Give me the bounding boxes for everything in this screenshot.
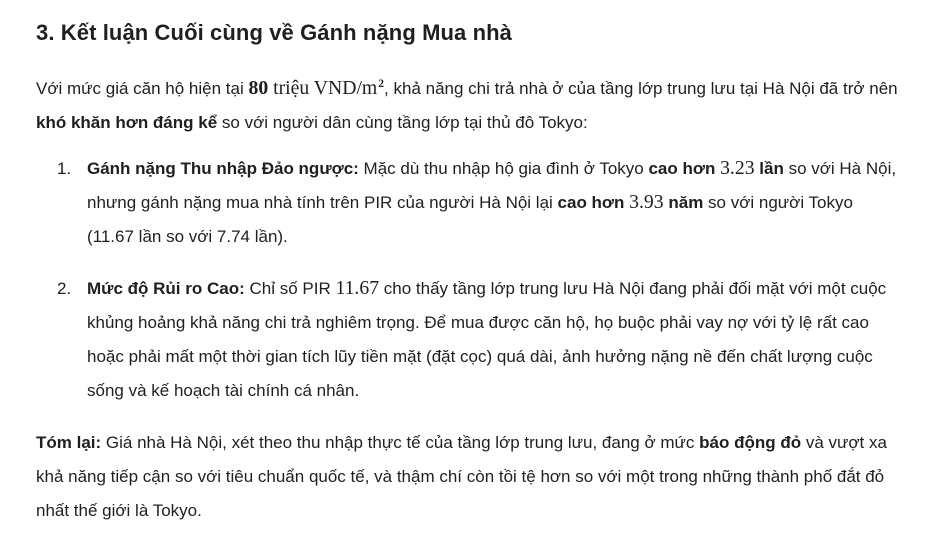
text-run: , khả năng chi trả nhà ở của tầng lớp trung lưu tại Hà Nội đã trở nên xyxy=(384,79,898,98)
summary-paragraph xyxy=(36,426,903,528)
list-item-2-text xyxy=(87,272,903,408)
list-item-1 xyxy=(36,152,903,254)
math-text-run: 2 xyxy=(378,76,385,90)
conclusion-list xyxy=(36,152,903,408)
list-item-1-number: 1. xyxy=(57,159,72,178)
text-run: và vượt xa khả năng tiếp cận so với tiêu chuẩn quốc tế, và thậm chí còn tồi tệ hơn so với một trong những thành phố đắt đỏ nhất thế giới là Tokyo. xyxy=(36,433,887,520)
text-run: cho thấy tầng lớp trung lưu Hà Nội đang phải đối mặt với một cuộc khủng hoảng khả năng chi trả nghiêm trọng. Để mua được căn hộ, họ buộc phải vay nợ với tỷ lệ rất cao hoặc phải mất một thời gian tích lũy tiền mặt (đặt cọc) quá dài, ảnh hưởng nặng nề đến chất lượng cuộc sống và kế hoạch tài chính cá nhân. xyxy=(87,279,887,400)
math-text-run: 3.93 xyxy=(629,191,664,213)
text-run: cao hơn xyxy=(557,193,625,212)
list-item-1-text xyxy=(87,152,903,254)
math-text-run: 11.67 xyxy=(335,277,380,299)
intro-paragraph xyxy=(36,72,903,140)
text-run: so với Hà Nội, nhưng gánh nặng mua nhà tính trên PIR của người Hà Nội lại xyxy=(87,159,897,212)
text-run: cao hơn xyxy=(648,159,716,178)
math-text-run: 80 xyxy=(248,77,269,99)
text-run: Tóm lại: xyxy=(36,433,102,452)
text-run: năm xyxy=(668,193,704,212)
text-run: báo động đỏ xyxy=(699,433,802,452)
text-run: Gánh nặng Thu nhập Đảo ngược: xyxy=(87,159,359,178)
math-text-run: triệu VND/m xyxy=(268,77,378,99)
section-heading: 3. Kết luận Cuối cùng về Gánh nặng Mua nhà xyxy=(36,20,513,45)
text-run: so với người dân cùng tầng lớp tại thủ đô Tokyo: xyxy=(217,113,588,132)
list-item-2 xyxy=(36,272,903,408)
text-run: Mức độ Rủi ro Cao: xyxy=(87,279,245,298)
text-run: Chỉ số PIR xyxy=(244,279,336,298)
text-run: khó khăn hơn đáng kể xyxy=(36,113,218,132)
text-run: so với người Tokyo (11.67 lần so với 7.74 lần). xyxy=(87,193,853,246)
text-run: Với mức giá căn hộ hiện tại xyxy=(36,79,249,98)
text-run: Mặc dù thu nhập hộ gia đình ở Tokyo xyxy=(358,159,649,178)
math-text-run: 3.23 xyxy=(720,157,755,179)
text-run: Giá nhà Hà Nội, xét theo thu nhập thực tế của tầng lớp trung lưu, đang ở mức xyxy=(101,433,700,452)
text-run: lần xyxy=(759,159,784,178)
list-item-2-number: 2. xyxy=(57,279,72,298)
